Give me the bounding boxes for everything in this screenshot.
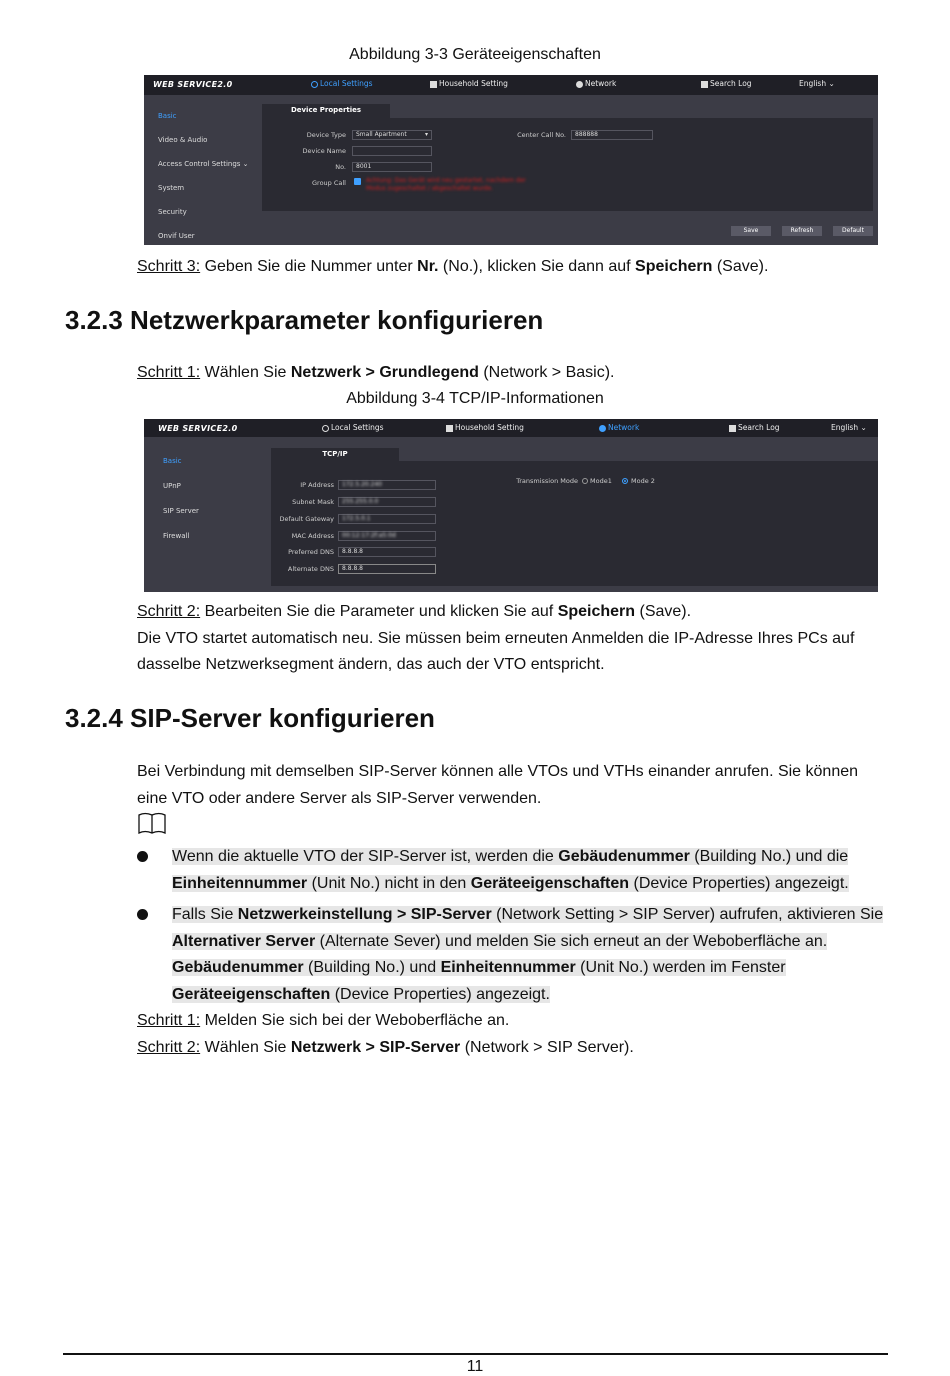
text: Falls Sie	[172, 906, 238, 923]
globe-icon	[576, 81, 583, 88]
nav-label: Local Settings	[331, 423, 384, 432]
mac-address-label: MAC Address	[291, 532, 334, 540]
alternate-dns-label: Alternate DNS	[287, 565, 334, 573]
nav-label: Search Log	[738, 423, 780, 432]
no-field: 8001	[352, 162, 432, 172]
bold-text: Gebäudenummer	[172, 959, 304, 976]
log-icon	[701, 81, 708, 88]
section-heading-network: 3.2.3 Netzwerkparameter konfigurieren	[65, 305, 544, 335]
gear-icon	[311, 81, 318, 88]
sidebar-item-access-control	[158, 160, 249, 168]
sip-step2-paragraph	[137, 1035, 634, 1062]
group-call-checkbox	[354, 178, 361, 185]
text: (Building No.) und die	[689, 848, 849, 865]
sidebar-item-video-audio: Video & Audio	[158, 136, 208, 144]
ip-address-field	[338, 480, 436, 490]
bold-text: Gebäudenummer	[558, 848, 690, 865]
group-call-label: Group Call	[312, 179, 346, 187]
field-value: 172.5.20.240	[342, 481, 383, 488]
restart-note: Die VTO startet automatisch neu. Sie müssen beim erneuten Anmelden die IP-Adresse Ihres PCs auf dasselbe Netzwerksegment ändern, das auch der VTO entspricht.	[137, 629, 855, 673]
device-name-label: Device Name	[302, 147, 346, 155]
web-logo: WEB SERVICE2.0	[153, 80, 233, 89]
text: (Device Properties) angezeigt.	[629, 874, 849, 892]
bold-text: Geräteeigenschaften	[172, 985, 331, 1003]
bullet-dot	[137, 909, 148, 920]
language-label: English	[831, 423, 859, 432]
device-type-select	[352, 130, 432, 140]
text: Wenn die aktuelle VTO der SIP-Server ist, werden die	[172, 848, 559, 865]
nav-household-setting	[446, 423, 524, 432]
sidebar-item-system: System	[158, 184, 185, 192]
book-note-icon	[137, 812, 167, 836]
step-label: Schritt 1:	[137, 364, 201, 381]
chevron-down-icon: ▾	[424, 131, 428, 138]
refresh-button: Refresh	[782, 226, 822, 236]
text: Bearbeiten Sie die Parameter und klicken Sie auf	[200, 603, 558, 620]
bold-text: Einheitennummer	[440, 959, 576, 976]
default-button: Default	[833, 226, 873, 236]
footer-rule	[63, 1353, 888, 1355]
bullet-dot	[137, 851, 148, 862]
figure-caption: Abbildung 3-4 TCP/IP-Informationen	[346, 390, 604, 407]
text: (Building No.) und	[303, 959, 441, 976]
field-value: 00:12:17:2f:a5:0d	[342, 532, 396, 539]
language-label: English	[799, 79, 827, 88]
nav-search-log	[729, 423, 780, 432]
bold-text: Speichern	[557, 603, 636, 620]
globe-icon	[599, 425, 606, 432]
page-number: 11	[466, 1358, 484, 1375]
nav-network	[576, 79, 616, 88]
step-label: Schritt 2:	[137, 603, 201, 620]
center-call-label: Center Call No.	[517, 131, 566, 139]
text: (Network > SIP Server).	[460, 1039, 634, 1056]
text: (Save).	[635, 603, 692, 620]
section-heading-sip: 3.2.4 SIP-Server konfigurieren	[65, 703, 435, 733]
step-label: Schritt 3:	[137, 258, 201, 275]
bold-text: Geräteeigenschaften	[470, 874, 630, 892]
building-icon	[430, 81, 437, 88]
nav-label: Household Setting	[439, 79, 508, 88]
sidebar-item-onvif-user: Onvif User	[158, 232, 195, 240]
subnet-mask-label: Subnet Mask	[292, 498, 334, 506]
field-value: 255.255.0.0	[342, 498, 379, 505]
web-logo: WEB SERVICE2.0	[158, 424, 238, 433]
preferred-dns-field: 8.8.8.8	[338, 547, 436, 557]
text: Geben Sie die Nummer unter	[200, 258, 418, 275]
bold-text: Alternativer Server	[172, 932, 316, 950]
bold-text: Netzwerk > Grundlegend	[290, 364, 479, 381]
step-label: Schritt 2:	[137, 1039, 201, 1056]
no-label: No.	[335, 163, 346, 171]
sidebar-label: Access Control Settings	[158, 160, 241, 168]
sidebar-item-security: Security	[158, 208, 187, 216]
mode1-radio	[582, 478, 588, 484]
language-select: English ⌄	[831, 423, 867, 432]
note-bullet-2	[137, 902, 887, 1010]
net-step1-paragraph	[137, 360, 615, 387]
mac-address-field	[338, 531, 436, 541]
nav-label: Household Setting	[455, 423, 524, 432]
step3-paragraph	[137, 254, 768, 281]
sidebar-item-basic: Basic	[163, 457, 182, 465]
tab-device-properties: Device Properties	[262, 104, 390, 118]
net-step2-paragraph	[137, 599, 889, 679]
center-call-field: 888888	[571, 130, 653, 140]
bold-text: Speichern	[635, 258, 713, 275]
ip-address-label: IP Address	[300, 481, 334, 489]
text: (Unit No.) nicht in den	[307, 874, 471, 892]
bold-text: Nr.	[417, 258, 439, 275]
sidebar-item-basic: Basic	[158, 112, 177, 120]
group-call-warning: Achtung: Das Gerät wird neu gestartet, nachdem der Modus zugeschaltet / abgeschaltet wurde.	[366, 177, 526, 192]
sidebar-item-sip-server: SIP Server	[163, 507, 199, 515]
nav-label: Network	[608, 423, 640, 432]
sidebar-item-upnp: UPnP	[163, 482, 181, 490]
device-type-label: Device Type	[306, 131, 346, 139]
text: (Network Setting > SIP Server) aufrufen, aktivieren Sie	[491, 906, 884, 923]
tab-tcpip: TCP/IP	[271, 448, 399, 461]
nav-label: Local Settings	[320, 79, 373, 88]
sip-intro-paragraph: Bei Verbindung mit demselben SIP-Server können alle VTOs und VTHs einander anrufen. Sie können eine VTO oder andere Server als SIP-Server verwenden.	[137, 763, 859, 807]
text: (Device Properties) angezeigt.	[330, 985, 550, 1003]
text: (No.), klicken Sie dann auf	[438, 258, 636, 275]
transmission-mode-label: Transmission Mode	[516, 477, 578, 485]
device-type-value: Small Apartment	[356, 131, 407, 138]
default-gateway-field	[338, 514, 436, 524]
field-value: 172.5.0.1	[342, 515, 371, 522]
mode2-label: Mode 2	[631, 477, 655, 485]
text: (Unit No.) werden im Fenster	[575, 959, 786, 976]
bold-text: Netzwerkeinstellung > SIP-Server	[237, 906, 492, 923]
device-name-field	[352, 146, 432, 156]
nav-network	[599, 423, 639, 432]
web-top-bar	[144, 75, 878, 95]
nav-household-setting	[430, 79, 508, 88]
bold-text: Netzwerk > SIP-Server	[290, 1039, 461, 1056]
step-label: Schritt 1:	[137, 1012, 201, 1029]
tcpip-screenshot	[144, 419, 878, 592]
text: (Alternate Sever) und melden Sie sich erneut an der Weboberfläche an.	[315, 932, 828, 950]
mode1-label: Mode1	[590, 477, 612, 485]
device-properties-screenshot	[144, 75, 878, 245]
alternate-dns-field: 8.8.8.8	[338, 564, 436, 574]
mode2-radio	[622, 478, 628, 484]
nav-label: Search Log	[710, 79, 752, 88]
figure-caption: Abbildung 3-3 Geräteeigenschaften	[349, 46, 601, 63]
chevron-down-icon: ⌄	[242, 160, 249, 168]
building-icon	[446, 425, 453, 432]
preferred-dns-label: Preferred DNS	[288, 548, 334, 556]
sidebar-item-firewall: Firewall	[163, 532, 190, 540]
text: Melden Sie sich bei der Weboberfläche an.	[200, 1012, 510, 1029]
gear-icon	[322, 425, 329, 432]
log-icon	[729, 425, 736, 432]
text: Wählen Sie	[200, 364, 291, 381]
text: (Network > Basic).	[478, 364, 615, 381]
language-select: English ⌄	[799, 79, 835, 88]
default-gateway-label: Default Gateway	[279, 515, 334, 523]
nav-label: Network	[585, 79, 617, 88]
text: (Save).	[712, 258, 769, 275]
nav-local-settings	[322, 423, 384, 432]
nav-local-settings	[311, 79, 373, 88]
text: Wählen Sie	[200, 1039, 291, 1056]
subnet-mask-field	[338, 497, 436, 507]
save-button: Save	[731, 226, 771, 236]
sip-step1-paragraph	[137, 1008, 509, 1035]
note-bullet-1	[137, 844, 887, 898]
bold-text: Einheitennummer	[172, 874, 308, 892]
nav-search-log	[701, 79, 752, 88]
